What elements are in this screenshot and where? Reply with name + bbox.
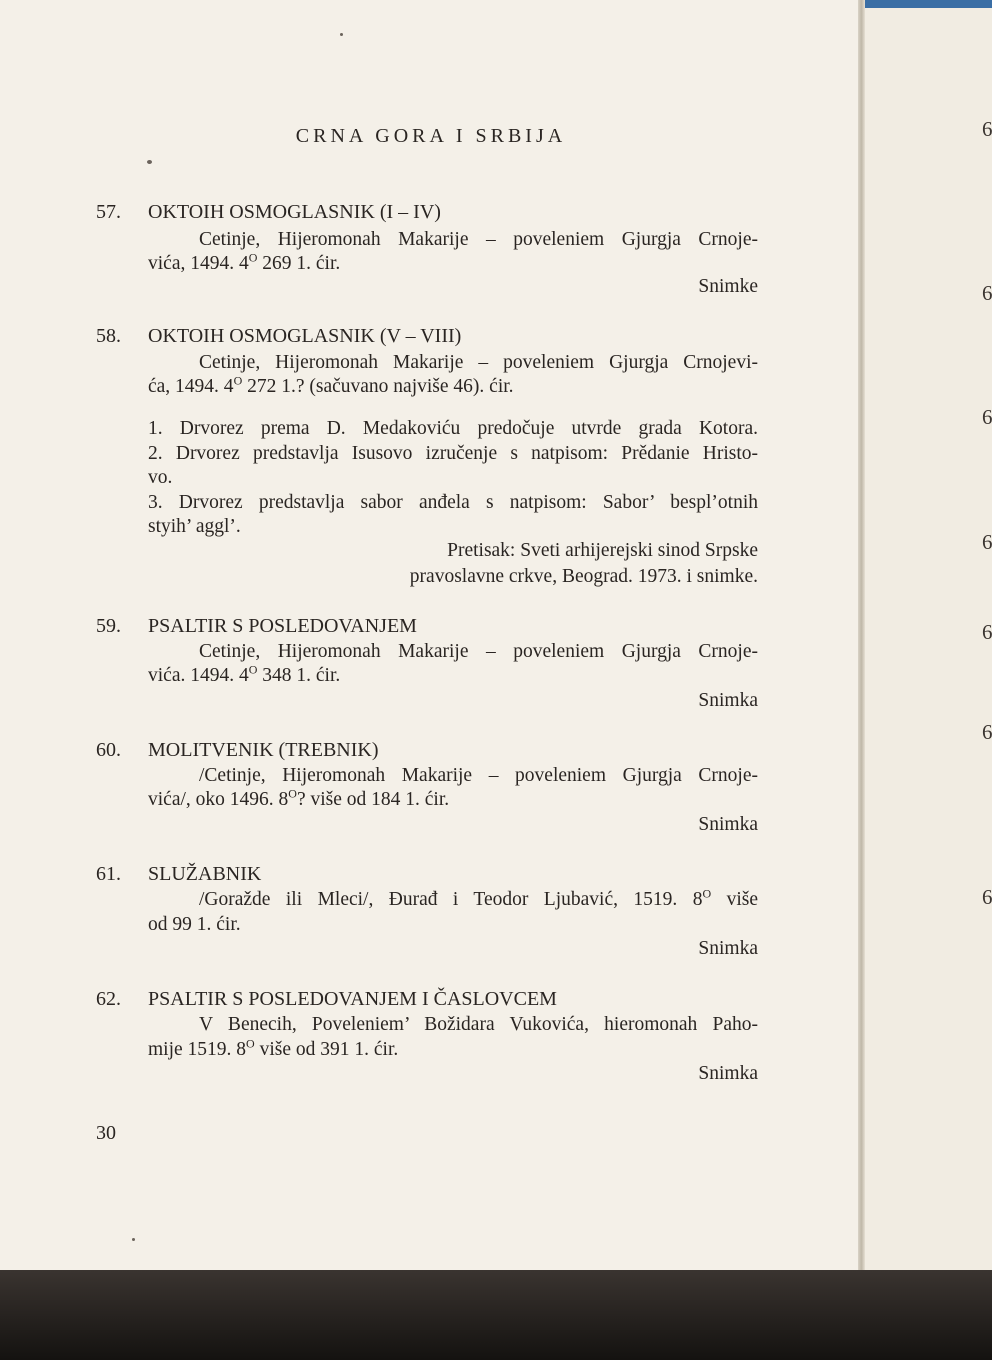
entry-title: OKTOIH OSMOGLASNIK (I – IV) xyxy=(148,201,441,223)
entry-number: 58. xyxy=(96,325,121,347)
entry-note: Snimka xyxy=(698,814,758,835)
entry-note: Snimka xyxy=(698,1063,758,1084)
entry-line: vića. 1494. $4^O$ 348 1. ćir. xyxy=(148,662,341,686)
facing-page-digit: 6 xyxy=(982,405,992,429)
entry-line: mije 1519. $8^O$ više od 391 1. ćir. xyxy=(148,1036,399,1060)
entry-line: V Benecih, Poveleniem’ Božidara Vukovića, hieromonah Paho- xyxy=(199,1014,758,1035)
entry-number: 59. xyxy=(96,615,121,637)
entry-title: SLUŽABNIK xyxy=(148,863,262,885)
book-spine xyxy=(858,0,865,1270)
entry-number: 60. xyxy=(96,739,121,761)
entry-line: od 99 1. ćir. xyxy=(148,914,241,935)
entry-line: Cetinje, Hijeromonah Makarije – poveleniem Gjurgja Crnoje- xyxy=(199,641,758,662)
entry-note: Snimka xyxy=(698,690,758,711)
entry-title: OKTOIH OSMOGLASNIK (V – VIII) xyxy=(148,325,462,347)
entry-line: Cetinje, Hijeromonah Makarije – poveleniem Gjurgja Crnoje- xyxy=(199,229,758,250)
entry-line: vića, 1494. $4^O$ 269 1. ćir. xyxy=(148,250,341,274)
entry-note-line: vo. xyxy=(148,467,173,488)
facing-page-digit: 6 xyxy=(982,885,992,909)
paper-speck xyxy=(132,1238,135,1241)
entry-line: vića/, oko 1496. $8^O$? više od 184 1. ćir. xyxy=(148,786,450,810)
reprint-note: Pretisak: Sveti arhijerejski sinod Srpske xyxy=(447,540,758,561)
entry-title: PSALTIR S POSLEDOVANJEM I ČASLOVCEM xyxy=(148,988,557,1010)
facing-page-digit: 6 xyxy=(982,620,992,644)
entry-note-line: 3. Drvorez predstavlja sabor anđela s natpisom: Sabor’ bespl’otnih xyxy=(148,492,758,513)
entry-note-line: 2. Drvorez predstavlja Isusovo izručenje s natpisom: Prědanie Hristo- xyxy=(148,443,758,464)
entry-note-line: styih’ aggl’. xyxy=(148,516,241,537)
background-surface xyxy=(0,1270,992,1360)
entry-line: Cetinje, Hijeromonah Makarije – poveleniem Gjurgja Crnojevi- xyxy=(199,352,758,373)
entry-note: Snimka xyxy=(698,938,758,959)
running-title: CRNA GORA I SRBIJA xyxy=(295,125,567,147)
entry-line: /Cetinje, Hijeromonah Makarije – poveleniem Gjurgja Crnoje- xyxy=(199,765,758,786)
entry-note-line: 1. Drvorez prema D. Medakoviću predočuje utvrde grada Kotora. xyxy=(148,418,758,439)
paper-speck xyxy=(340,33,343,36)
page-number: 30 xyxy=(96,1122,116,1144)
entry-line: /Goražde ili Mleci/, Đurađ i Teodor Ljubavić, 1519. $8^O$ više xyxy=(199,886,758,910)
entry-number: 57. xyxy=(96,201,121,223)
entry-number: 61. xyxy=(96,863,121,885)
facing-page-digit: 6 xyxy=(982,530,992,554)
facing-page-edge xyxy=(865,0,992,1270)
facing-page-digit: 6 xyxy=(982,117,992,141)
facing-page-digit: 6 xyxy=(982,720,992,744)
cover-edge xyxy=(865,0,992,8)
reprint-note: pravoslavne crkve, Beograd. 1973. i snimke. xyxy=(409,566,758,587)
entry-number: 62. xyxy=(96,988,121,1010)
entry-note: Snimke xyxy=(698,276,758,297)
paper-speck xyxy=(147,160,152,164)
entry-line: ća, 1494. $4^O$ 272 1.? (sačuvano najviše 46). ćir. xyxy=(148,373,514,397)
facing-page-digit: 6 xyxy=(982,281,992,305)
entry-title: PSALTIR S POSLEDOVANJEM xyxy=(148,615,417,637)
entry-title: MOLITVENIK (TREBNIK) xyxy=(148,739,379,761)
